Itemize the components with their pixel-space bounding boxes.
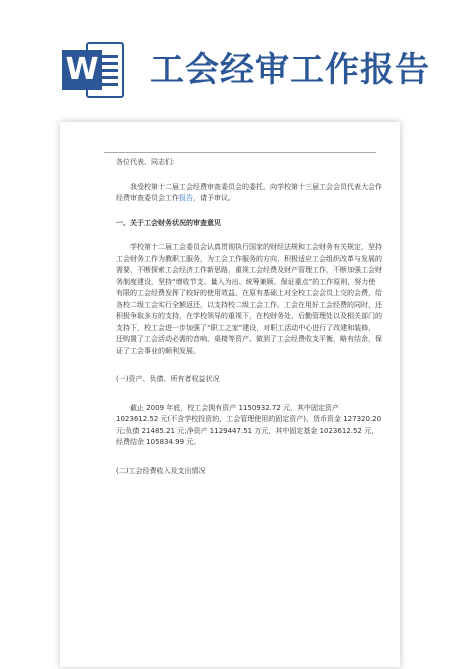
header-rule [104,152,376,153]
document-body [116,157,382,477]
subsection-heading: (一)资产、负债、所有者权益状况 [116,375,220,383]
header [0,0,474,110]
salutation: 各位代表、同志们: [116,158,175,166]
section-paragraph: 学校第十二届工会委员会认真贯彻执行国家的财经法规和工会财务有关规定，坚持工会财务工作为教职工服务，为工会工作服务的方向，积极适应工会组织改革与发展的需要，不断探索工会经济工作新思路，重视工会经费及财产管理工作，不断加强工会财务制度建设，坚持“增收节支、量入为出、统筹兼顾、保证重点”的工作原则，努力使有限的工会经费发挥了较好的使用效益。在原有基础上对全校工会会员上交的会费，给各校二级工会实行全额返还，以支持校二级工会工作。工会在用好工会经费的同时，还积极争取多方的支持，在学校领导的重视下，在校财务处、后勤管理处以及相关部门的支持下，校工会进一步加强了“职工之家”建设，对职工活动中心进行了改建和装修，还购置了工会活动必需的音响、桌椅等资产。做到了工会经费收支平衡，略有结余，保证了工会事业的顺利发展。 [116,243,382,355]
intro-text: 我受校第十二届工会经费审查委员会的委托，向学校第十三届工会会员代表大会作经费审查委员会工作 [116,182,382,202]
word-icon [62,42,126,98]
word-icon-letter: W [62,50,102,90]
report-link[interactable]: 报告 [179,194,193,202]
section-heading: 一、关于工会财务状况的审查意见 [116,218,221,227]
document-page [60,122,400,667]
subsection-paragraph: 截止 2009 年底，校工会拥有资产 1150932.72 元，其中固定资产 1023612.52 元(不含学校投资的，工会管理使用的固定资产)，货币资金 127320.20 元;负债 21485.21 元;净资产 1129447.51 万元，其中固定基金 1023612.52 元，经费结余 105834.99 元。 [116,403,382,446]
intro-text-end: ，请予审议。 [193,194,235,202]
subsection-heading: (二)工会经费收入及支出情况 [116,466,206,475]
page-title: 工会经审工作报告 [150,50,430,90]
intro-paragraph [116,182,382,205]
